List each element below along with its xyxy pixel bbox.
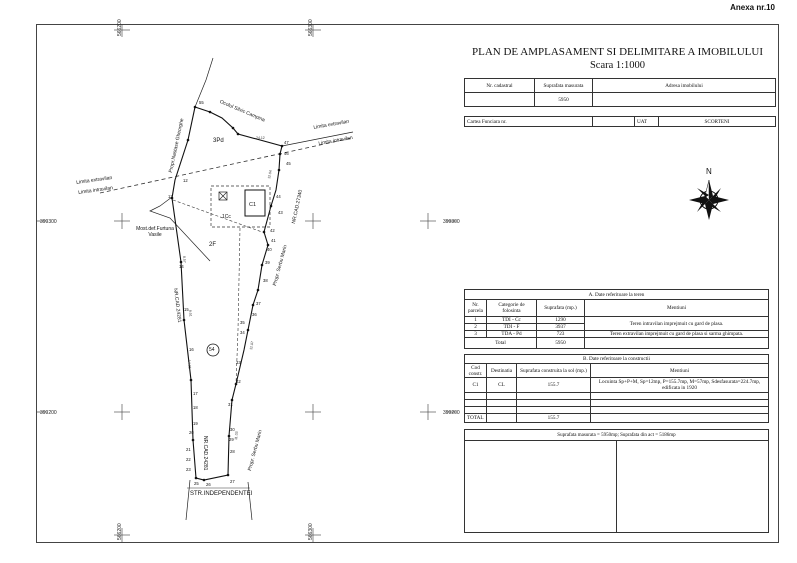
label-parcel-3pd: 3Pd [213,138,224,144]
svg-text:55: 55 [199,100,204,105]
svg-text:40: 40 [267,247,272,252]
svg-text:45: 45 [286,161,291,166]
uat-value: SCORTENI [659,117,776,127]
svg-text:25: 25 [194,481,199,486]
label-ocolul: Ocolul Silvic Campina [218,99,266,124]
svg-text:42: 42 [270,228,275,233]
svg-text:30: 30 [230,427,235,432]
svg-text:34: 34 [240,330,245,335]
signature-divider [616,441,617,532]
constr-header-cod: Cod constr. [465,364,487,378]
constr-total-empty-a [487,414,517,423]
cartea-funciara-label: Cartea Funciara nr. [465,117,593,127]
svg-text:23: 23 [186,467,191,472]
constr-total-label: TOTAL [465,414,487,423]
teren-total-label: Total [465,338,537,349]
svg-text:12.07: 12.07 [249,340,255,351]
boundary-vertices [171,106,284,482]
constr-empty-3a [465,407,487,414]
constr-header-sup: Suprafata construita la sol (mp.) [517,364,591,378]
constr-row-dest: CL [487,378,517,393]
svg-text:24.12: 24.12 [256,136,265,140]
constr-header-dest: Destinatia [487,364,517,378]
teren-total-value: 5950 [537,338,585,349]
svg-text:12: 12 [183,178,188,183]
label-limita-intra-left: Limita intravilan [78,185,114,196]
constr-empty-2c [517,400,591,407]
header-table [464,78,776,107]
teren-row-3-sup: 723 [537,331,585,338]
constr-empty-1d [591,393,769,400]
label-nrcad-left: NR.CAD.24281 [172,288,183,323]
coord-left-upper: 399300 [40,219,57,225]
constr-row-cod: C1 [465,378,487,393]
svg-text:46: 46 [284,151,289,156]
label-limita-intra-right: Limita intravilan [318,134,354,147]
footer-note: Suprafata masurata = 5950mp; Suprafata din act = 5186mp [464,429,769,441]
svg-text:32: 32 [236,379,241,384]
suprafata-value: 5950 [535,93,593,107]
plan-title [455,46,780,72]
teren-header-nr: Nr. parcela [465,300,487,317]
svg-text:15: 15 [184,307,189,312]
teren-row-1-ment: Teren intravilan imprejmuit cu gard de plasa. [585,317,769,331]
nr-cadastral-label: Nr. cadastral [465,79,535,93]
label-limita-extra-left: Limita extravilan [76,174,113,186]
label-serbu-top: Propr. Serbu Marin [272,244,289,287]
label-mostenitori: Most.def.Furtuna Vasile [136,226,174,238]
svg-text:37: 37 [256,301,261,306]
limit-line [100,138,352,193]
svg-text:16: 16 [189,347,194,352]
teren-header-cat: Categorie de folosinta [487,300,537,317]
teren-row-3-ment: Teren extravilan imprejmuit cu gard de plasa si sarma ghimpata. [585,331,769,338]
svg-text:20: 20 [189,430,194,435]
label-nrcad-right: NR.CAD.27340 [291,189,305,225]
teren-row-1-sup: 1290 [537,317,585,324]
svg-text:39: 39 [265,260,270,265]
svg-text:14.21: 14.21 [187,359,192,369]
label-nrcad-bottom: NR.CAD.24281 [202,436,208,471]
constructii-section-title: B. Date referitoare la constructii [465,355,769,364]
label-limita-extra-right: Limita extravilan [313,118,350,131]
label-street: STR.INDEPENDENTEI [190,491,253,497]
label-number-54: 54 [209,347,215,353]
svg-text:12.04: 12.04 [267,169,273,180]
north-label: N [706,167,712,176]
nr-cadastral-value [465,93,535,107]
coord-right-lower: 399200 [443,410,460,416]
svg-text:18: 18 [193,405,198,410]
constr-empty-3d [591,407,769,414]
teren-table [464,289,769,349]
svg-text:21: 21 [186,447,191,452]
teren-row-2-cat: TDI - F [487,324,537,331]
svg-text:14: 14 [179,264,184,269]
teren-row-3-cat: TDA - Pd [487,331,537,338]
vertex-numbers [168,100,291,487]
svg-text:31: 31 [228,402,233,407]
svg-text:43: 43 [278,210,283,215]
coord-left-lower: 399200 [40,410,57,416]
teren-row-1-cat: TDI - Cc [487,317,537,324]
label-parcel-1cc: 1Cc [222,214,231,220]
svg-text:17: 17 [193,391,198,396]
constr-empty-2d [591,400,769,407]
teren-row-2-nr: 2 [465,324,487,331]
svg-text:38: 38 [263,278,268,283]
plan-scale: Scara 1:1000 [589,60,646,71]
coord-top-left: 566200 [117,19,123,36]
svg-text:33: 33 [236,360,241,365]
north-arrow-icon [686,166,732,222]
svg-text:9.01: 9.01 [188,309,193,317]
teren-row-3-nr: 3 [465,331,487,338]
constr-empty-1c [517,393,591,400]
svg-text:35: 35 [240,320,245,325]
suprafata-label: Suprafata masurata [535,79,593,93]
label-parcel-2f: 2F [209,242,217,248]
cf-table [464,116,776,127]
parcel-boundary [172,107,282,480]
constr-empty-2a [465,400,487,407]
svg-text:26: 26 [206,482,211,487]
annex-label: Anexa nr.10 [730,3,775,12]
label-building-c1: C1 [249,202,257,208]
teren-total-empty [585,338,769,349]
uat-label: UAT [635,117,659,127]
coord-bottom-left: 566200 [117,523,123,540]
svg-text:41: 41 [271,238,276,243]
coord-right-upper: 399300 [443,219,460,225]
teren-header-ment: Mentiuni [585,300,769,317]
constr-row-ment: Locuinta Sp+P+M, Sp=12mp, P=155.7mp, M=57mp, Sdesfasurata=224.7mp, edificata in 1920 [591,378,769,393]
constr-empty-1a [465,393,487,400]
cartea-funciara-value [593,117,635,127]
teren-section-title: A. Date referitoare la teren [465,290,769,300]
svg-text:22: 22 [186,457,191,462]
teren-header-sup: Suprafata (mp.) [537,300,585,317]
svg-text:29: 29 [229,437,234,442]
constr-header-ment: Mentiuni [591,364,769,378]
constructii-table [464,354,769,423]
plan-title-line1: PLAN DE AMPLASAMENT SI DELIMITARE A IMOBILULUI [471,46,764,58]
svg-text:27: 27 [230,479,235,484]
coord-top-right: 566300 [308,19,314,36]
svg-text:47: 47 [284,140,289,145]
svg-text:11.03: 11.03 [234,431,239,441]
constr-empty-3c [517,407,591,414]
svg-text:36: 36 [252,312,257,317]
svg-text:19: 19 [193,421,198,426]
svg-text:28: 28 [230,449,235,454]
constr-empty-1b [487,393,517,400]
svg-text:44: 44 [276,194,281,199]
teren-row-2-sup: 3937 [537,324,585,331]
teren-row-1-nr: 1 [465,317,487,324]
constr-row-sup: 155.7 [517,378,591,393]
adresa-value [593,93,776,107]
coord-bottom-right: 566300 [308,523,314,540]
constr-empty-3b [487,407,517,414]
constr-total-value: 155.7 [517,414,591,423]
svg-text:13: 13 [168,194,173,199]
svg-text:8.57: 8.57 [182,255,187,263]
constr-empty-2b [487,400,517,407]
label-nastase: Propr.Nastase Gheorghe [168,117,186,174]
signature-area [464,441,769,533]
constr-total-empty-b [591,414,769,423]
adresa-label: Adresa imobilului [593,79,776,93]
label-serbu-bottom: Propr. Serbu Marin [247,429,264,472]
